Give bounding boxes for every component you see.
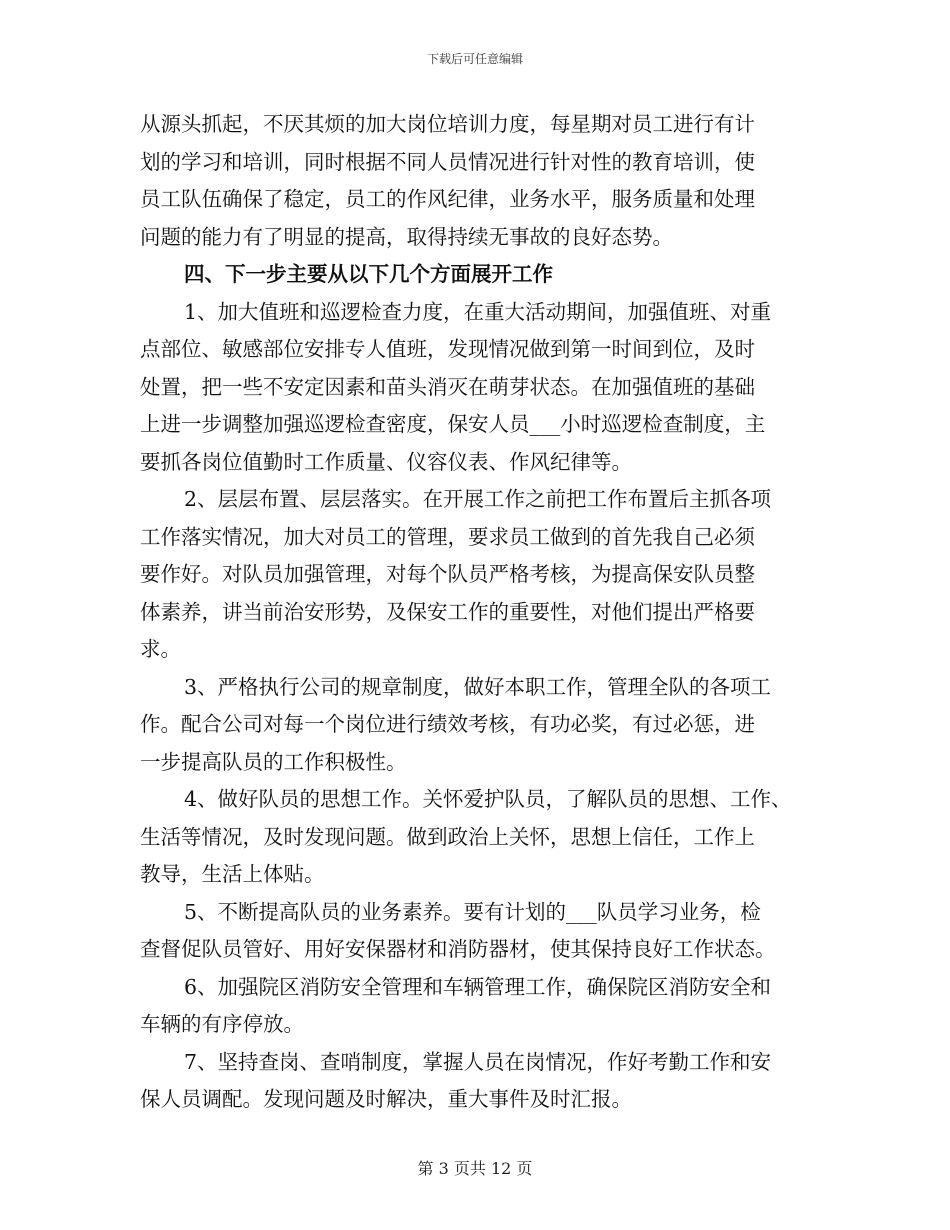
- body-text-line: 点部位、敏感部位安排专人值班，发现情况做到第一时间到位，及时: [140, 337, 755, 361]
- body-text-line: 处置，把一些不安定因素和苗头消灭在萌芽状态。在加强值班的基础: [140, 374, 755, 399]
- body-text-line: 1、加大值班和巡逻检查力度，在重大活动期间，加强值班、对重: [184, 299, 772, 324]
- page-footer: 第 3 页共 12 页: [417, 1159, 533, 1178]
- body-text-line: 一步提高队员的工作积极性。: [140, 749, 407, 774]
- body-text-line: 生活等情况，及时发现问题。做到政治上关怀，思想上信任，工作上: [140, 824, 755, 849]
- body-text-line: 作。配合公司对每一个岗位进行绩效考核，有功必奖，有过必惩，进: [140, 712, 755, 736]
- body-text-line: 求。: [140, 637, 181, 661]
- body-text-line: 问题的能力有了明显的提高，取得持续无事故的良好态势。: [140, 224, 673, 249]
- body-text-line: 要作好。对队员加强管理，对每个队员严格考核，为提高保安队员整: [140, 562, 755, 586]
- body-text-line: 2、层层布置、层层落实。在开展工作之前把工作布置后主抓各项: [184, 487, 772, 511]
- body-text-line: 体素养，讲当前治安形势，及保安工作的重要性，对他们提出严格要: [140, 599, 755, 624]
- page-header: 下载后可任意编辑: [426, 52, 523, 66]
- body-text-line: 5、不断提高队员的业务素养。要有计划的___队员学习业务，检: [184, 899, 761, 924]
- body-text-line: 上进一步调整加强巡逻检查密度，保安人员___小时巡逻检查制度，主: [140, 412, 766, 436]
- body-text-line: 教导，生活上体贴。: [140, 862, 325, 886]
- body-text-line: 3、严格执行公司的规章制度，做好本职工作，管理全队的各项工: [184, 674, 772, 699]
- body-text-line: 要抓各岗位值勤时工作质量、仪容仪表、作风纪律等。: [140, 449, 632, 474]
- document-body: [140, 106, 810, 1119]
- body-text-line: 查督促队员管好、用好安保器材和消防器材，使其保持良好工作状态。: [140, 937, 776, 961]
- section-heading: 四、下一步主要从以下几个方面展开工作: [184, 262, 553, 286]
- body-text-line: 工作落实情况，加大对员工的管理，要求员工做到的首先我自己必须: [140, 524, 755, 549]
- body-text-line: 保人员调配。发现问题及时解决，重大事件及时汇报。: [140, 1087, 632, 1111]
- body-text-line: 4、做好队员的思想工作。关怀爱护队员，了解队员的思想、工作、: [184, 787, 792, 811]
- body-text-line: 从源头抓起，不厌其烦的加大岗位培训力度，每星期对员工进行有计: [140, 112, 755, 136]
- body-text-line: 7、坚持查岗、查哨制度，掌握人员在岗情况，作好考勤工作和安: [184, 1049, 772, 1074]
- body-text-line: 员工队伍确保了稳定，员工的作风纪律，业务水平，服务质量和处理: [140, 187, 755, 211]
- body-text-line: 划的学习和培训，同时根据不同人员情况进行针对性的教育培训，使: [140, 149, 755, 174]
- body-text-line: 6、加强院区消防安全管理和车辆管理工作，确保院区消防安全和: [184, 974, 772, 999]
- body-text-line: 车辆的有序停放。: [140, 1012, 304, 1036]
